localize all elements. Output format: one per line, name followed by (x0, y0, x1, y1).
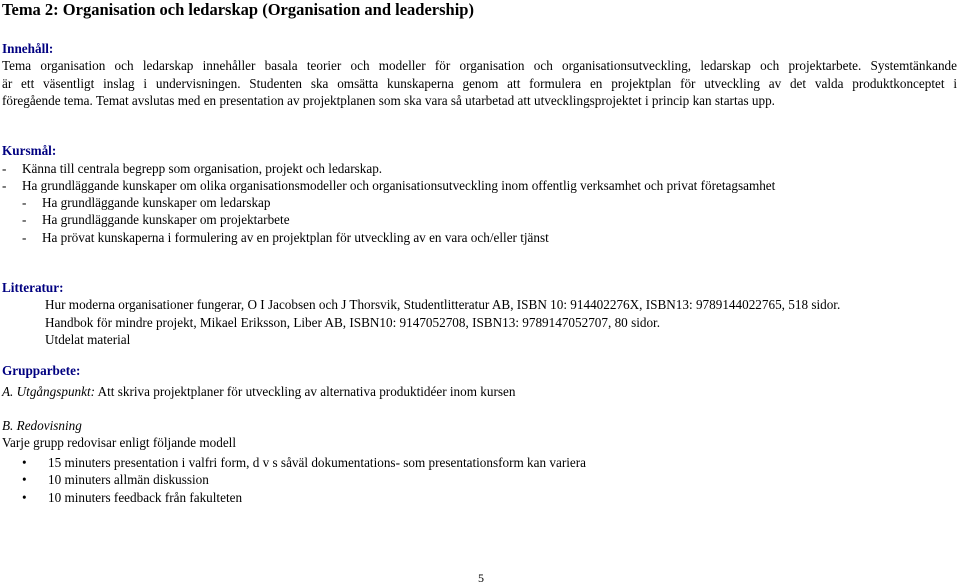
dash-marker: - (2, 178, 7, 193)
litteratur-item: Utdelat material (45, 332, 131, 347)
dash-marker: - (22, 230, 27, 245)
innehall-line-2: är ett väsentligt inslag i undervisningen. Studenten ska omsätta kunskaperna genom att formulera en projektplan för utveckling av det valda produktkonceptet i (2, 76, 957, 91)
kursmal-item-text: Ha grundläggande kunskaper om projektarbete (42, 212, 290, 227)
litteratur-item: Handbok för mindre projekt, Mikael Eriksson, Liber AB, ISBN10: 9147052708, ISBN13: 9789147052707, 80 sidor. (45, 315, 661, 330)
kursmal-item-text: Ha grundläggande kunskaper om olika organisationsmodeller och organisationsutveckling inom offentlig verksamhet och privat företagsamhet (22, 178, 776, 193)
innehall-line-3: föregående tema. Temat avslutas med en presentation av projektplanen som ska vara så utarbetad att utvecklingsprojektet i princip kan startas upp. (2, 93, 775, 108)
grupparbete-a (2, 383, 515, 400)
page-title: Tema 2: Organisation och ledarskap (Organisation and leadership) (2, 0, 474, 19)
redovisning-label: B. Redovisning (2, 418, 82, 433)
litteratur-item: Hur moderna organisationer fungerar, O I Jacobsen och J Thorsvik, Studentlitteratur AB, ISBN 10: 914402276X, ISBN13: 9789144022765, 518 sidor. (45, 297, 841, 312)
innehall-line-1: Tema organisation och ledarskap innehåller basala teorier och modeller för organisation och organisationsutveckling, ledarskap och projektarbete. Systemtänkande (2, 58, 957, 73)
grupparbete-heading: Grupparbete: (2, 363, 81, 378)
dash-marker: - (22, 195, 27, 210)
kursmal-item-text: Känna till centrala begrepp som organisation, projekt och ledarskap. (22, 161, 383, 176)
dash-marker: - (22, 212, 27, 227)
kursmal-heading: Kursmål: (2, 143, 57, 158)
redovisning-intro: Varje grupp redovisar enligt följande modell (2, 435, 237, 450)
grupparbete-a-text: Att skriva projektplaner för utveckling av alternativa produktidéer inom kursen (95, 384, 516, 399)
dash-marker: - (2, 161, 7, 176)
bullet-marker: • (22, 455, 27, 470)
page-number: 5 (478, 571, 484, 585)
kursmal-item-text: Ha grundläggande kunskaper om ledarskap (42, 195, 271, 210)
bullet-text: 10 minuters allmän diskussion (48, 472, 209, 487)
innehall-heading: Innehåll: (2, 41, 54, 56)
kursmal-item-text: Ha prövat kunskaperna i formulering av en projektplan för utveckling av en vara och/eller tjänst (42, 230, 549, 245)
bullet-text: 10 minuters feedback från fakulteten (48, 490, 243, 505)
bullet-marker: • (22, 472, 27, 487)
bullet-text: 15 minuters presentation i valfri form, d v s såväl dokumentations- som presentationsform kan variera (48, 455, 586, 470)
bullet-marker: • (22, 490, 27, 505)
grupparbete-a-label: A. Utgångspunkt: (2, 384, 96, 399)
litteratur-heading: Litteratur: (2, 280, 64, 295)
